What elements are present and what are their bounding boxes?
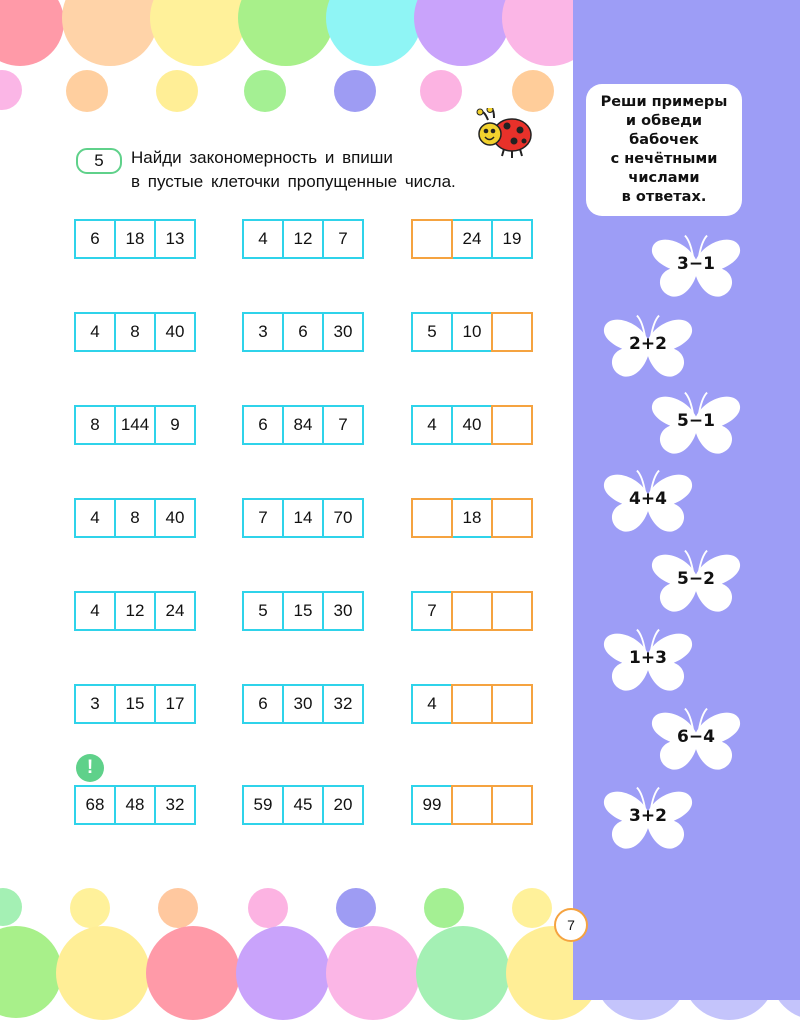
number-cell: 7: [411, 591, 453, 631]
butterfly-expression: 5−2: [677, 569, 715, 589]
decorative-dot: [0, 70, 22, 110]
number-cell: 6: [242, 684, 284, 724]
butterfly[interactable]: [598, 310, 698, 382]
blank-cell[interactable]: [491, 498, 533, 538]
butterfly-expression: 2+2: [629, 334, 667, 354]
blank-cell[interactable]: [491, 405, 533, 445]
number-cell: 40: [154, 312, 196, 352]
decorative-dot: [56, 926, 150, 1020]
blank-cell[interactable]: [411, 498, 453, 538]
number-triplet: [242, 591, 364, 631]
number-cell: 7: [322, 219, 364, 259]
decorative-dot: [238, 0, 334, 66]
number-cell: 99: [411, 785, 453, 825]
number-cell: 40: [154, 498, 196, 538]
number-cell: 12: [114, 591, 156, 631]
number-cell: 24: [451, 219, 493, 259]
number-triplet: [242, 405, 364, 445]
instruction-line: числами: [628, 170, 700, 186]
number-cell: 144: [114, 405, 156, 445]
decorative-dot: [244, 70, 286, 112]
butterfly-expression: 6−4: [677, 727, 715, 747]
number-cell: 4: [74, 498, 116, 538]
number-cell: 4: [242, 219, 284, 259]
number-triplet: [74, 498, 196, 538]
number-cell: 6: [282, 312, 324, 352]
number-triplet: [242, 498, 364, 538]
number-cell: 30: [282, 684, 324, 724]
number-triplet: [242, 312, 364, 352]
exclamation-icon: !: [76, 754, 104, 782]
decorative-dot: [70, 888, 110, 928]
number-cell: 5: [411, 312, 453, 352]
number-cell: 4: [411, 405, 453, 445]
page-number: 7: [554, 908, 588, 942]
decorative-dot: [62, 0, 158, 66]
number-cell: 3: [74, 684, 116, 724]
decorative-dot: [512, 888, 552, 928]
number-cell: 24: [154, 591, 196, 631]
number-cell: 30: [322, 312, 364, 352]
number-cell: 70: [322, 498, 364, 538]
butterfly-expression: 3+2: [629, 806, 667, 826]
blank-cell[interactable]: [491, 312, 533, 352]
instruction-box: [586, 84, 742, 216]
decorative-dot: [414, 0, 510, 66]
task-instruction-line-2: в пустые клеточки пропущенные числа.: [131, 172, 456, 191]
decorative-dot: [512, 70, 554, 112]
number-triplet: [74, 684, 196, 724]
number-cell: 10: [451, 312, 493, 352]
decorative-dot: [146, 926, 240, 1020]
number-cell: 6: [74, 219, 116, 259]
number-cell: 13: [154, 219, 196, 259]
butterfly[interactable]: [598, 782, 698, 854]
decorative-dot: [424, 888, 464, 928]
decorative-dot: [416, 926, 510, 1020]
number-cell: 40: [451, 405, 493, 445]
task-number-badge: 5: [76, 148, 122, 174]
number-cell: 14: [282, 498, 324, 538]
ladybug-icon: [474, 108, 534, 160]
decorative-dot: [236, 926, 330, 1020]
butterfly[interactable]: [598, 624, 698, 696]
number-cell: 19: [491, 219, 533, 259]
number-cell: 12: [282, 219, 324, 259]
number-cell: 7: [242, 498, 284, 538]
number-triplet: [411, 405, 533, 445]
number-cell: 3: [242, 312, 284, 352]
butterfly[interactable]: [646, 545, 746, 617]
butterfly[interactable]: [646, 387, 746, 459]
number-cell: 15: [114, 684, 156, 724]
number-cell: 18: [114, 219, 156, 259]
number-cell: 8: [74, 405, 116, 445]
decorative-dot: [248, 888, 288, 928]
decorative-dot: [150, 0, 246, 66]
blank-cell[interactable]: [491, 684, 533, 724]
number-triplet: [411, 312, 533, 352]
number-cell: 68: [74, 785, 116, 825]
number-triplet: [411, 591, 533, 631]
decorative-dot: [0, 0, 64, 66]
butterfly[interactable]: [646, 230, 746, 302]
decorative-dot: [336, 888, 376, 928]
blank-cell[interactable]: [451, 684, 493, 724]
number-cell: 15: [282, 591, 324, 631]
decorative-dot: [158, 888, 198, 928]
butterfly[interactable]: [598, 465, 698, 537]
decorative-dot: [0, 888, 22, 926]
decorative-dot: [156, 70, 198, 112]
number-cell: 84: [282, 405, 324, 445]
number-triplet: [74, 785, 196, 825]
number-cell: 18: [451, 498, 493, 538]
number-cell: 32: [154, 785, 196, 825]
decorative-dot: [334, 70, 376, 112]
blank-cell[interactable]: [491, 785, 533, 825]
instruction-line: в ответах.: [621, 189, 707, 205]
number-cell: 8: [114, 312, 156, 352]
number-triplet: [411, 785, 533, 825]
number-cell: 4: [74, 312, 116, 352]
number-cell: 5: [242, 591, 284, 631]
number-cell: 20: [322, 785, 364, 825]
number-cell: 7: [322, 405, 364, 445]
number-cell: 45: [282, 785, 324, 825]
instruction-line: бабочек: [629, 132, 699, 148]
task-instruction-line-1: Найди закономерность и впиши: [131, 148, 393, 167]
number-triplet: [74, 591, 196, 631]
number-cell: 59: [242, 785, 284, 825]
number-cell: 30: [322, 591, 364, 631]
butterfly-expression: 3−1: [677, 254, 715, 274]
number-cell: 17: [154, 684, 196, 724]
blank-cell[interactable]: [451, 591, 493, 631]
blank-cell[interactable]: [451, 785, 493, 825]
butterfly[interactable]: [646, 703, 746, 775]
number-triplet: [242, 684, 364, 724]
number-cell: 32: [322, 684, 364, 724]
decorative-dot: [326, 926, 420, 1020]
number-triplet: [74, 219, 196, 259]
decorative-dot: [0, 926, 62, 1018]
number-triplet: [411, 219, 533, 259]
instruction-line: с нечётными: [610, 151, 718, 167]
decorative-dot: [420, 70, 462, 112]
number-triplet: [242, 219, 364, 259]
blank-cell[interactable]: [491, 591, 533, 631]
number-cell: 6: [242, 405, 284, 445]
number-triplet: [411, 498, 533, 538]
number-cell: 48: [114, 785, 156, 825]
number-cell: 4: [74, 591, 116, 631]
instruction-line: Реши примеры: [600, 94, 728, 110]
number-cell: 9: [154, 405, 196, 445]
instruction-line: и обведи: [625, 113, 703, 129]
butterfly-expression: 1+3: [629, 648, 667, 668]
blank-cell[interactable]: [411, 219, 453, 259]
butterfly-expression: 5−1: [677, 411, 715, 431]
number-triplet: [74, 405, 196, 445]
number-triplet: [242, 785, 364, 825]
decorative-dot: [66, 70, 108, 112]
number-triplet: [411, 684, 533, 724]
butterfly-expression: 4+4: [629, 489, 667, 509]
number-triplet: [74, 312, 196, 352]
number-cell: 8: [114, 498, 156, 538]
number-cell: 4: [411, 684, 453, 724]
decorative-dot: [326, 0, 422, 66]
